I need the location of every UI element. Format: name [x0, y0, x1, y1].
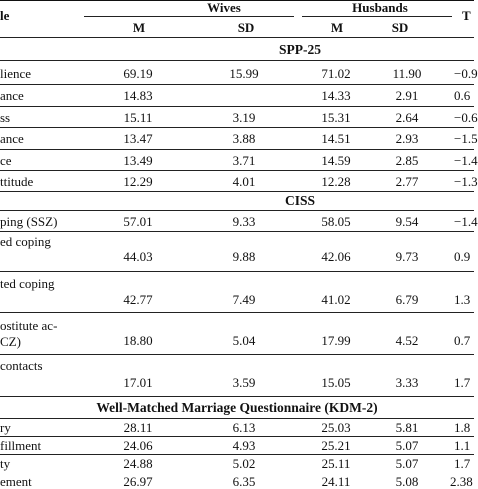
husbands-m: 14.33 [321, 88, 351, 103]
t-value: 1.8 [454, 420, 471, 435]
section-title: SPP-25 [279, 42, 321, 57]
husbands-sd: 3.33 [395, 375, 419, 390]
header-husbands: Husbands [352, 0, 408, 15]
row-label: ttitude [0, 174, 34, 189]
row-label: ry [0, 420, 11, 435]
husbands-m: 58.05 [321, 214, 351, 229]
wives-m: 13.49 [123, 153, 153, 168]
row-rule [0, 106, 474, 107]
t-value: 1.1 [454, 438, 471, 453]
wives-m: 15.11 [123, 110, 153, 125]
header-husbands-m: M [330, 20, 344, 35]
row-label: ement [0, 474, 32, 489]
wives-m: 26.97 [123, 474, 153, 489]
row-label: ed coping [0, 234, 51, 249]
row-rule [0, 354, 474, 355]
t-value: −1.3 [454, 174, 478, 189]
husbands-m: 12.28 [321, 174, 351, 189]
husbands-sd: 5.81 [395, 420, 419, 435]
t-value: −0.6 [454, 110, 478, 125]
husbands-sd: 2.77 [395, 174, 419, 189]
wives-m: 57.01 [123, 214, 153, 229]
wives-m: 18.80 [123, 333, 153, 348]
row-label: ss [0, 110, 11, 125]
row-rule [0, 127, 474, 128]
row-rule [0, 149, 474, 150]
wives-m: 28.11 [123, 420, 153, 435]
husbands-m: 41.02 [321, 292, 351, 307]
row-rule [0, 271, 474, 272]
wives-sd: 4.93 [232, 438, 256, 453]
row-label: lience [0, 66, 32, 81]
wives-sd: 3.19 [232, 110, 256, 125]
row-label: ance [0, 131, 24, 146]
header-bottom-rule [0, 37, 474, 38]
row-rule [0, 191, 474, 192]
wives-sd: 15.99 [229, 66, 259, 81]
husbands-m: 15.31 [321, 110, 351, 125]
row-label: contacts [0, 358, 43, 373]
row-label: ance [0, 88, 24, 103]
wives-sd: 3.88 [232, 131, 256, 146]
section-title: Well-Matched Marriage Questionnaire (KDM-2) [96, 400, 378, 415]
t-value: 2.38 [450, 474, 473, 489]
wives-sd: 6.13 [232, 420, 256, 435]
wives-sd: 5.02 [232, 456, 256, 471]
wives-sd: 7.49 [232, 292, 256, 307]
wives-m: 13.47 [123, 131, 153, 146]
wives-m: 44.03 [123, 249, 153, 264]
row-label: ty [0, 456, 11, 471]
husbands-m: 14.59 [321, 153, 351, 168]
husbands-m: 42.06 [321, 249, 351, 264]
t-value: −1.5 [454, 131, 478, 146]
husbands-sd: 11.90 [392, 66, 422, 81]
row-label: ce [0, 153, 12, 168]
husbands-sd: 9.54 [395, 214, 419, 229]
row-label: ted coping [0, 276, 55, 291]
header-t: T [462, 8, 471, 23]
row-rule [0, 396, 474, 397]
husbands-sd: 5.07 [395, 438, 419, 453]
wives-rule [84, 16, 294, 17]
husbands-sd: 5.07 [395, 456, 419, 471]
row-label: ostitute ac- CZ) [0, 318, 58, 349]
husbands-sd: 6.79 [395, 292, 419, 307]
t-value: −1.4 [454, 214, 478, 229]
husbands-m: 25.11 [321, 456, 351, 471]
wives-sd: 4.01 [232, 174, 256, 189]
wives-m: 14.83 [123, 88, 153, 103]
header-husbands-sd: SD [391, 20, 409, 35]
wives-sd: 3.71 [232, 153, 256, 168]
header-variable: le [0, 8, 10, 23]
t-value: 1.7 [454, 375, 471, 390]
t-value: 1.3 [454, 292, 471, 307]
row-rule [0, 436, 474, 437]
header-wives-m: M [132, 20, 146, 35]
row-rule [0, 231, 474, 232]
row-rule [0, 84, 474, 85]
wives-sd: 6.35 [232, 474, 256, 489]
section-title: CISS [284, 193, 316, 208]
husbands-sd: 2.91 [395, 88, 419, 103]
row-rule [0, 170, 474, 171]
husbands-sd: 5.08 [395, 474, 419, 489]
t-value: 0.6 [454, 88, 471, 103]
husbands-m: 14.51 [321, 131, 351, 146]
husbands-sd: 2.93 [395, 131, 419, 146]
section-rule [0, 210, 474, 211]
wives-sd: 3.59 [232, 375, 256, 390]
husbands-sd: 4.52 [395, 333, 419, 348]
husbands-m: 71.02 [321, 66, 351, 81]
husbands-m: 25.21 [321, 438, 351, 453]
t-value: 0.9 [454, 249, 471, 264]
wives-sd: 9.33 [232, 214, 256, 229]
wives-sd: 5.04 [232, 333, 256, 348]
row-label: ping (SSZ) [0, 214, 58, 229]
wives-m: 24.06 [123, 438, 153, 453]
t-value: −1.4 [454, 153, 478, 168]
row-rule [0, 312, 474, 313]
wives-m: 69.19 [123, 66, 153, 81]
section-rule [0, 60, 474, 61]
husbands-sd: 2.64 [395, 110, 419, 125]
husbands-m: 15.05 [321, 375, 351, 390]
wives-sd: 9.88 [232, 249, 256, 264]
header-wives: Wives [207, 0, 241, 15]
husbands-sd: 2.85 [395, 153, 419, 168]
t-value: 0.7 [454, 333, 471, 348]
husbands-rule [302, 16, 452, 17]
t-value: 1.7 [454, 456, 471, 471]
wives-m: 12.29 [123, 174, 153, 189]
husbands-m: 25.03 [321, 420, 351, 435]
wives-m: 17.01 [123, 375, 153, 390]
row-rule [0, 454, 474, 455]
wives-m: 42.77 [123, 292, 153, 307]
section-rule [0, 418, 474, 419]
wives-m: 24.88 [123, 456, 153, 471]
husbands-m: 24.11 [321, 474, 351, 489]
husbands-sd: 9.73 [395, 249, 419, 264]
husbands-m: 17.99 [321, 333, 351, 348]
header-wives-sd: SD [237, 20, 255, 35]
t-value: −0.9 [454, 66, 478, 81]
row-label: fillment [0, 438, 42, 453]
